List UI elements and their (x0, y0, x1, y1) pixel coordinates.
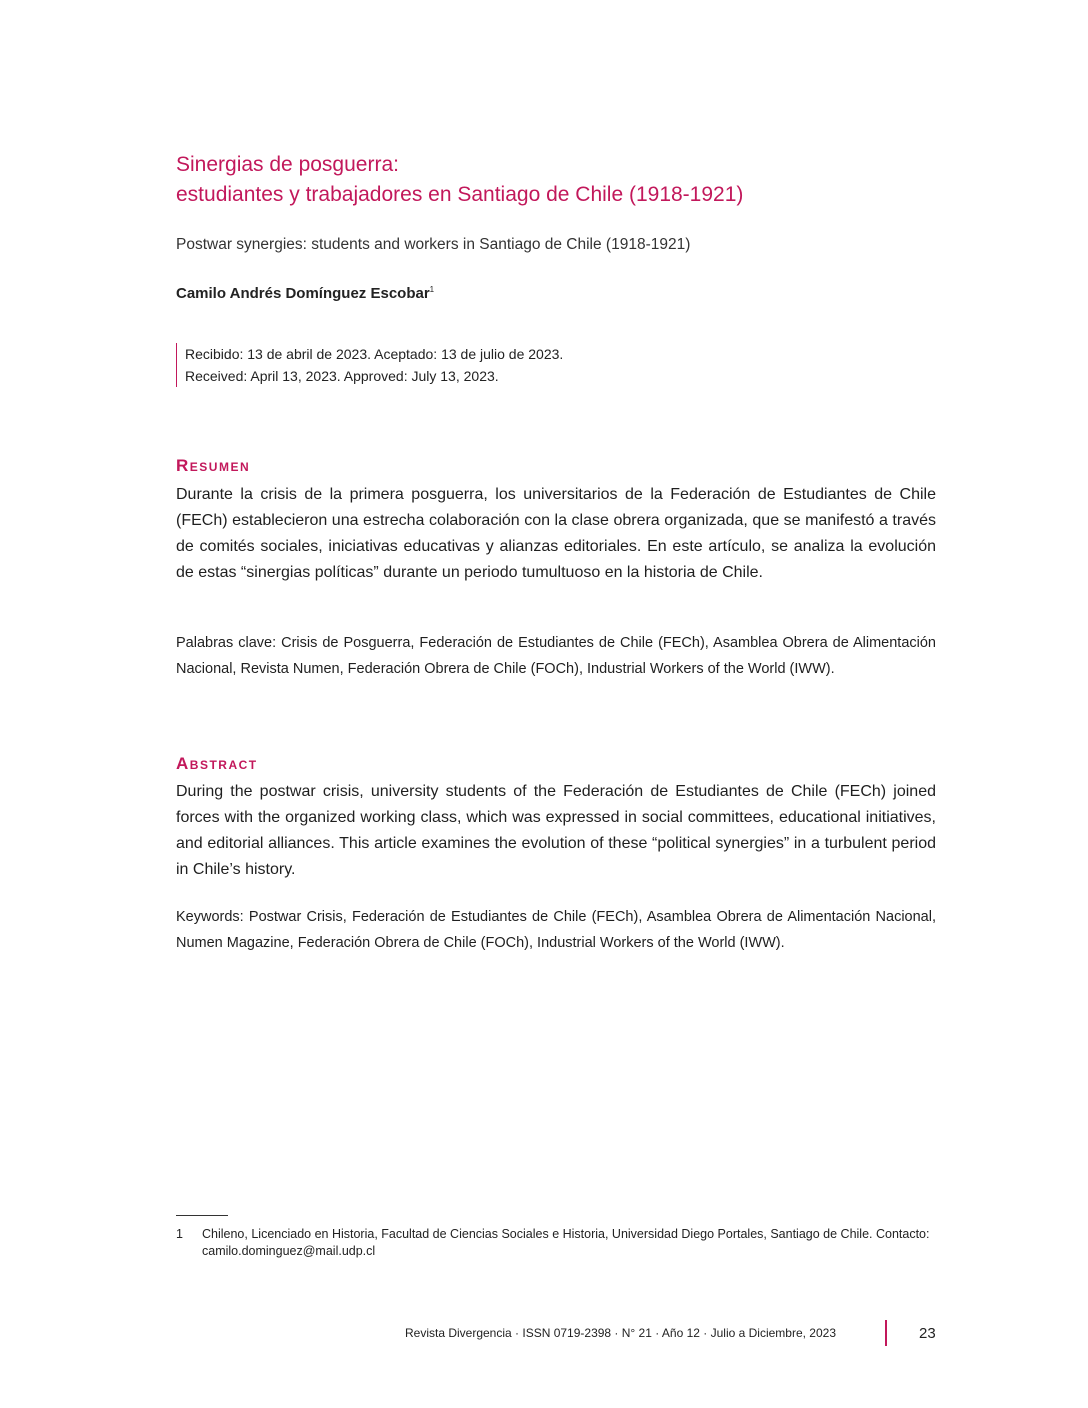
page-number: 23 (919, 1325, 936, 1342)
author-footnote-mark[interactable]: 1 (429, 285, 435, 294)
author-name-text: Camilo Andrés Domínguez Escobar (176, 285, 430, 302)
footnote-text: Chileno, Licenciado en Historia, Facultad de Ciencias Sociales e Historia, Universidad Diego Portales, Santiago de Chile. Contacto: camilo.dominguez@mail.udp.cl (202, 1227, 930, 1258)
article-title-english: Postwar synergies: students and workers in Santiago de Chile (1918-1921) (176, 236, 691, 253)
footnote-divider (176, 1215, 228, 1216)
article-title-line-1: Sinergias de posguerra: (176, 153, 399, 176)
received-date-en: Received: April 13, 2023. Approved: July 13, 2023. (185, 368, 499, 384)
palabras-clave: Palabras clave: Crisis de Posguerra, Federación de Estudiantes de Chile (FECh), Asamblea Obrera de Alimentación Nacional, Revista Numen, Federación Obrera de Chile (FOCh), Industrial Workers of the World (IWW). (176, 635, 936, 677)
resumen-heading: Resumen (176, 456, 251, 475)
footnote (176, 1226, 946, 1260)
article-title (176, 150, 936, 210)
received-date-es: Recibido: 13 de abril de 2023. Aceptado: 13 de julio de 2023. (185, 346, 564, 362)
submission-dates (176, 343, 563, 387)
author-name (176, 285, 434, 302)
footnote-number: 1 (176, 1227, 183, 1241)
article-title-line-2: estudiantes y trabajadores en Santiago de Chile (1918-1921) (176, 183, 744, 206)
resumen-text: Durante la crisis de la primera posguerra, los universitarios de la Federación de Estudiantes de Chile (FECh) establecieron una estrecha colaboración con la clase obrera organizada, que se manifestó a través de comités sociales, iniciativas educativas y alianzas editoriales. En este artículo, se analiza la evolución de estas “sinergias políticas” durante un periodo tumultuoso en la historia de Chile. (176, 486, 936, 581)
keywords: Keywords: Postwar Crisis, Federación de Estudiantes de Chile (FECh), Asamblea Obrera de Alimentación Nacional, Numen Magazine, Federación Obrera de Chile (FOCh), Industrial Workers of the World (IWW). (176, 909, 936, 951)
abstract-heading: Abstract (176, 754, 258, 773)
footer-accent-bar (885, 1320, 887, 1346)
journal-footer: Revista Divergencia · ISSN 0719-2398 · N° 21 · Año 12 · Julio a Diciembre, 2023 (404, 1326, 836, 1340)
abstract-text: During the postwar crisis, university students of the Federación de Estudiantes de Chile (FECh) joined forces with the organized working class, which was expressed in social committees, educational initiatives, and editorial alliances. This article examines the evolution of these “political synergies” in a turbulent period in Chile’s history. (176, 783, 936, 878)
